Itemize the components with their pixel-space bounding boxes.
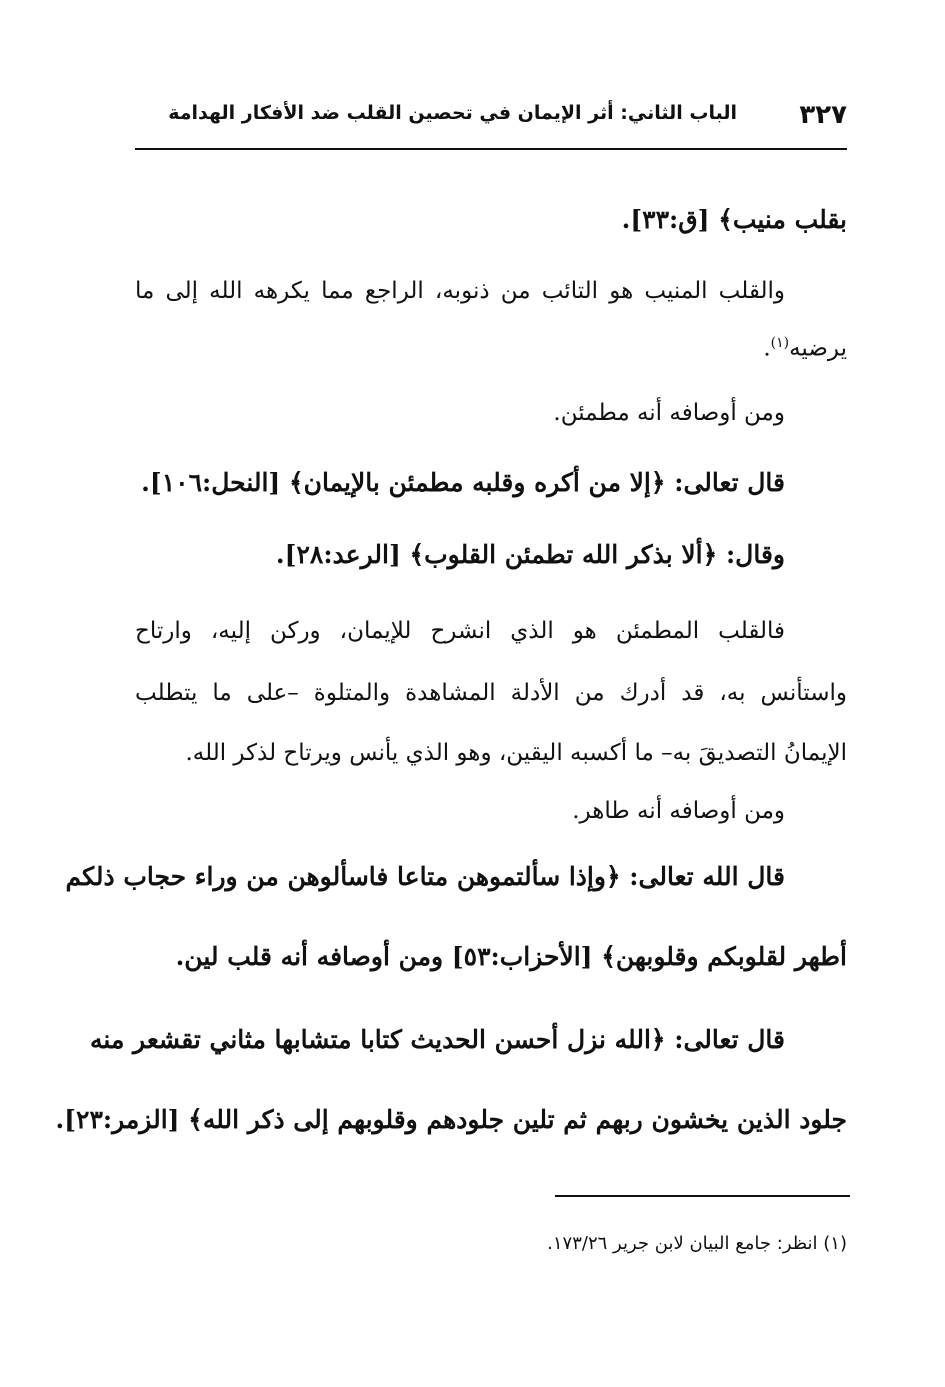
text-line: بقلب منيب﴾ [ق:٣٣]. (621, 205, 847, 234)
text-line-segment: يرضيه (789, 335, 847, 362)
footnote-marker: (١) (770, 335, 790, 351)
text-line: أطهر لقلوبكم وقلوبهن﴾ [الأحزاب:٥٣] ومن أوصافه أنه قلب لين. (175, 942, 847, 971)
text-line: جلود الذين يخشون ربهم ثم تلين جلودهم وقلوبهم إلى ذكر الله﴾ [الزمر:٢٣]. (55, 1105, 847, 1134)
text-line: والقلب المنيب هو التائب من ذنوبه، الراجع مما يكرهه الله إلى ما (135, 278, 785, 304)
page-number: ٣٢٧ (799, 100, 847, 130)
page-header (135, 100, 847, 146)
header-rule (135, 148, 847, 150)
footnote-rule (555, 1195, 850, 1197)
text-line: قال تعالى: ﴿الله نزل أحسن الحديث كتابا متشابها مثاني تقشعر منه (90, 1025, 785, 1054)
text-line: فالقلب المطمئن هو الذي انشرح للإيمان، وركن إليه، وارتاح (135, 618, 785, 644)
running-title: الباب الثاني: أثر الإيمان في تحصين القلب ضد الأفكار الهدامة (168, 102, 737, 124)
text-line: ومن أوصافه أنه مطمئن. (553, 400, 785, 426)
text-line: وقال: ﴿ألا بذكر الله تطمئن القلوب﴾ [الرعد:٢٨]. (275, 540, 785, 569)
text-line: الإيمانُ التصديقَ به– ما أكسبه اليقين، وهو الذي يأنس ويرتاح لذكر الله. (185, 740, 847, 766)
text-line: واستأنس به، قد أدرك من الأدلة المشاهدة والمتلوة –على ما يتطلب (135, 680, 847, 706)
text-line: يرضيه$^{(١)}$. (763, 335, 847, 362)
text-line: قال تعالى: ﴿إلا من أكره وقلبه مطمئن بالإيمان﴾ [النحل:١٠٦]. (141, 468, 785, 497)
text-line: قال الله تعالى: ﴿وإذا سألتموهن متاعا فاسألوهن من وراء حجاب ذلكم (65, 862, 785, 891)
footnote: (١) انظر: جامع البيان لابن جرير ١٧٣/٢٦. (547, 1233, 847, 1254)
text-line: ومن أوصافه أنه طاهر. (572, 798, 785, 824)
